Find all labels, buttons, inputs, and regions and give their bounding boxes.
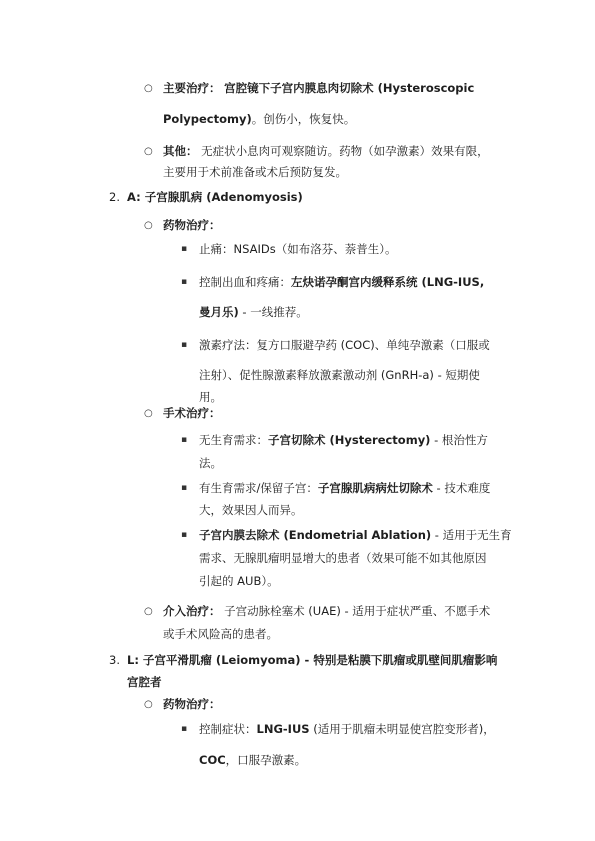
adenomyosis-drug-b2-line2 [199,304,308,320]
surgery-b2-adenomyomectomy: 子宫腺肌病病灶切除术 [317,481,433,495]
surgery-b3-ablation: 子宫内膜去除术 (Endometrial Ablation) [199,528,432,542]
adenomyosis-intervention-line2: 或手术风险高的患者。 [163,627,278,641]
other-text: 无症状小息肉可观察随访。药物（如孕激素）效果有限， [201,144,489,158]
circle-bullet-icon: ○ [144,220,153,231]
drug-label-text: 药物治疗： [163,218,221,232]
circle-bullet-icon: ○ [144,606,153,617]
leiomyoma-drug-b1-line2 [199,752,306,768]
circle-bullet-icon: ○ [144,699,153,710]
adenomyosis-drug-b3: 激素疗法：复方口服避孕药 (COC)、单纯孕激素（口服或 [199,338,490,352]
leiomyoma-drug-b1 [199,721,495,737]
leiomyoma-drug-label [163,696,221,712]
adenomyosis-surgery-b3 [199,527,512,543]
adenomyosis-heading [127,189,303,205]
surgery-b1-note: - 根治性方 [430,433,488,447]
square-bullet-icon: ▪ [181,483,188,493]
main-treatment-procedure-en: Polypectomy) [163,112,252,126]
main-treatment-procedure: 宫腔镜下子宫内膜息肉切除术 (Hysteroscopic [224,81,475,95]
leiomyoma-heading-text-2: 宫腔者 [127,675,162,689]
surgery-label-text: 手术治疗： [163,406,221,420]
square-bullet-icon: ▪ [181,244,188,254]
drug-b2-note: - 一线推荐。 [238,305,308,319]
square-bullet-icon: ▪ [181,435,188,445]
leiomyoma-b1-note-2: ，口服孕激素。 [225,753,307,767]
intervention-label: 介入治疗： [163,604,221,618]
surgery-b2-prefix: 有生育需求/保留子宫： [199,481,318,495]
leiomyoma-b1-lng-ius: LNG-IUS [256,722,310,736]
leiomyoma-b1-coc: COC [199,753,226,767]
adenomyosis-surgery-b2 [199,480,490,496]
adenomyosis-intervention [163,603,490,619]
surgery-b3-note: - 适用于无生育 [431,528,512,542]
leiomyoma-heading-line2 [127,674,162,690]
square-bullet-icon: ▪ [181,724,188,734]
surgery-b2-note: - 技术难度 [432,481,491,495]
adenomyosis-surgery-b3-line3: 引起的 AUB）。 [199,574,279,588]
surgery-b1-prefix: 无生育需求： [199,433,268,447]
drug-b2-prefix: 控制出血和疼痛： [199,275,291,289]
leiomyoma-heading [127,652,497,668]
circle-bullet-icon: ○ [144,83,153,94]
square-bullet-icon: ▪ [181,340,188,350]
list-number: 2. [109,190,120,204]
drug-b2-lng-ius: 左炔诺孕酮宫内缓释系统 (LNG-IUS, [291,275,485,289]
circle-bullet-icon: ○ [144,408,153,419]
leiomyoma-heading-text: L: 子宫平滑肌瘤 (Leiomyoma) - 特别是粘膜下肌瘤或肌壁间肌瘤影响 [127,653,498,667]
leiomyoma-b1-prefix: 控制症状： [199,722,257,736]
adenomyosis-drug-label [163,217,221,233]
drug-b2-mirena: 曼月乐) [199,305,239,319]
main-treatment-label: 主要治疗： [163,81,221,95]
adenomyosis-surgery-b1-line2: 法。 [199,456,222,470]
adenomyosis-drug-b3-line2: 注射）、促性腺激素释放激素激动剂 (GnRH-a) - 短期使 [199,368,480,382]
adenomyosis-drug-b3-line3: 用。 [199,390,222,404]
adenomyosis-drug-b2 [199,274,484,290]
main-treatment-line-2 [163,111,355,127]
adenomyosis-surgery-label [163,405,221,421]
adenomyosis-heading-text: A: 子宫腺肌病 (Adenomyosis) [127,190,303,204]
circle-bullet-icon: ○ [144,146,153,157]
intervention-text: 子宫动脉栓塞术 (UAE) - 适用于症状严重、不愿手术 [224,604,491,618]
adenomyosis-surgery-b2-line2: 大，效果因人而异。 [199,503,303,517]
other-text-line-2: 主要用于术前准备或术后预防复发。 [163,165,347,179]
adenomyosis-surgery-b3-line2: 需求、无腺肌瘤明显增大的患者（效果可能不如其他原因 [199,551,487,565]
square-bullet-icon: ▪ [181,530,188,540]
main-treatment-line [163,80,474,96]
other-treatment-line [163,143,489,159]
adenomyosis-drug-b1: 止痛：NSAIDs（如布洛芬、萘普生）。 [199,242,397,256]
main-treatment-note: 。创伤小，恢复快。 [251,112,356,126]
list-number: 3. [109,653,120,667]
square-bullet-icon: ▪ [181,277,188,287]
leiomyoma-drug-label-text: 药物治疗： [163,697,221,711]
leiomyoma-b1-note: (适用于肌瘤未明显使宫腔变形者)， [309,722,495,736]
adenomyosis-surgery-b1 [199,432,488,448]
other-label: 其他： [163,144,198,158]
surgery-b1-hysterectomy: 子宫切除术 (Hysterectomy) [268,433,431,447]
